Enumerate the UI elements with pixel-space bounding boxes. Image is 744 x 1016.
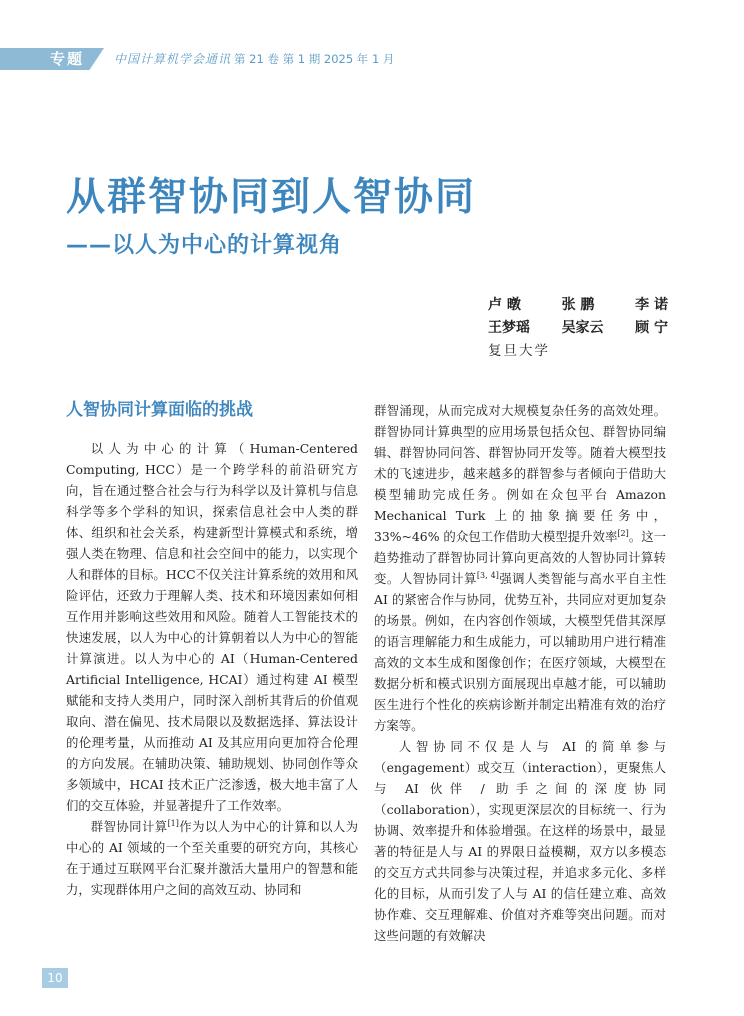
author-name: 卢 暾 <box>488 297 521 313</box>
paragraph-2 <box>66 816 358 900</box>
author-line-2 <box>488 317 668 340</box>
affiliation: 复旦大学 <box>488 343 550 359</box>
right-column <box>374 400 666 946</box>
paragraph-text: 群智涌现，从而完成对大规模复杂任务的高效处理。群智协同计算典型的应用场景包括众包、群智协同编辑、群智协同问答、群智协同开发等。随着大模型技术的飞速进步，越来越多的群智参与者倾向于借助大模型辅助完成任务。例如在众包平台 Amazon Mechanical Turk 上的抽象摘要任务中，33%~46% 的众包工作借助大模型提升效率 <box>374 403 666 544</box>
paragraph-text: 强调人类智能与高水平自主性 AI 的紧密合作与协同，优势互补，共同应对更加复杂的场景。例如，在内容创作领域，大模型凭借其深厚的语言理解能力和生成能力，可以辅助用户进行精准高效的文本生成和图像创作；在医疗领域，大模型在数据分析和模式识别方面展现出卓越才能，可以辅助医生进行个性化的疾病诊断并制定出精准有效的治疗方案等。 <box>374 571 667 733</box>
page-number: 10 <box>42 968 68 988</box>
author-name: 顾 宁 <box>635 320 668 336</box>
paragraph-text: 群智协同计算 <box>90 819 168 834</box>
author-name: 王梦瑶 <box>488 320 530 336</box>
author-name: 吴家云 <box>561 320 604 336</box>
article-subtitle: ——以人为中心的计算视角 <box>66 233 343 258</box>
citation-ref: [3, 4] <box>476 570 499 580</box>
article-title: 从群智协同到人智协同 <box>66 175 477 220</box>
citation-ref: [1] <box>167 818 179 828</box>
section-tag-label: 专题 <box>50 50 85 68</box>
journal-name: 中国计算机学会通讯 <box>114 52 232 66</box>
issue-info: 第 21 卷 第 1 期 2025 年 1 月 <box>234 52 395 66</box>
header-strip <box>0 48 744 70</box>
paragraph-4: 人智协同不仅是人与 AI 的简单参与（engagement）或交互（interaction），更聚焦人与 AI 伙伴 / 助手之间的深度协同（collaboration），实现更深层次的目标统一、行为协调、效率提升和体验增强。在这样的场景中，最显著的特征是人与 AI 的界限日益模糊，双方以多模态的交互方式共同参与决策过程，并追求多元化、多样化的目标，从而引发了人与 AI 的信任建立难、高效协作难、交互理解难、价值对齐难等突出问题。而对这些问题的有效解决 <box>374 739 666 943</box>
author-name: 张 鹏 <box>561 297 595 313</box>
paragraph-1: 以人为中心的计算（Human-Centered Computing, HCC）是一个跨学科的前沿研究方向，旨在通过整合社会与行为科学以及计算机与信息科学等多个学科的知识，探索信息社会中人类的群体、组织和社会关系，构建新型计算模式和系统，增强人类在物理、信息和社会空间中的能力，以实现个人和群体的目标。HCC不仅关注计算系统的效用和风险评估，还致力于理解人类、技术和环境因素如何相互作用并影响这些效用和风险。随着人工智能技术的快速发展，以人为中心的计算朝着以人为中心的智能计算演进。以人为中心的 AI（Human-Centered Artificial Intelligence, HCAI）通过构建 AI 模型赋能和支持人类用户，同时深入剖析其背后的价值观取向、潜在偏见、技术局限以及数据选择、算法设计的伦理考量，从而推动 AI 及其应用向更加符合伦理的方向发展。在辅助决策、辅助规划、协同创作等众多领域中，HCAI 技术正广泛渗透，极大地丰富了人们的交互体验，并显著提升了工作效率。 <box>66 441 358 813</box>
section-heading: 人智协同计算面临的挑战 <box>66 400 253 420</box>
author-line-1 <box>488 294 668 317</box>
paragraph-text: 作为以人为中心的计算和以人为中心的 AI 领域的一个至关重要的研究方向，其核心在于通过互联网平台汇聚并激活大量用户的智慧和能力，实现群体用户之间的高效互动、协同和 <box>66 819 359 897</box>
paragraph-3 <box>374 400 666 736</box>
paragraph-text: 。这一趋势推动了群智协同计算向更高效的人智协同计算转变。人智协同计算 <box>374 529 667 586</box>
citation-ref: [2] <box>617 528 629 538</box>
author-name: 李 诺 <box>635 297 668 313</box>
left-column <box>66 396 358 900</box>
author-block <box>488 294 668 362</box>
